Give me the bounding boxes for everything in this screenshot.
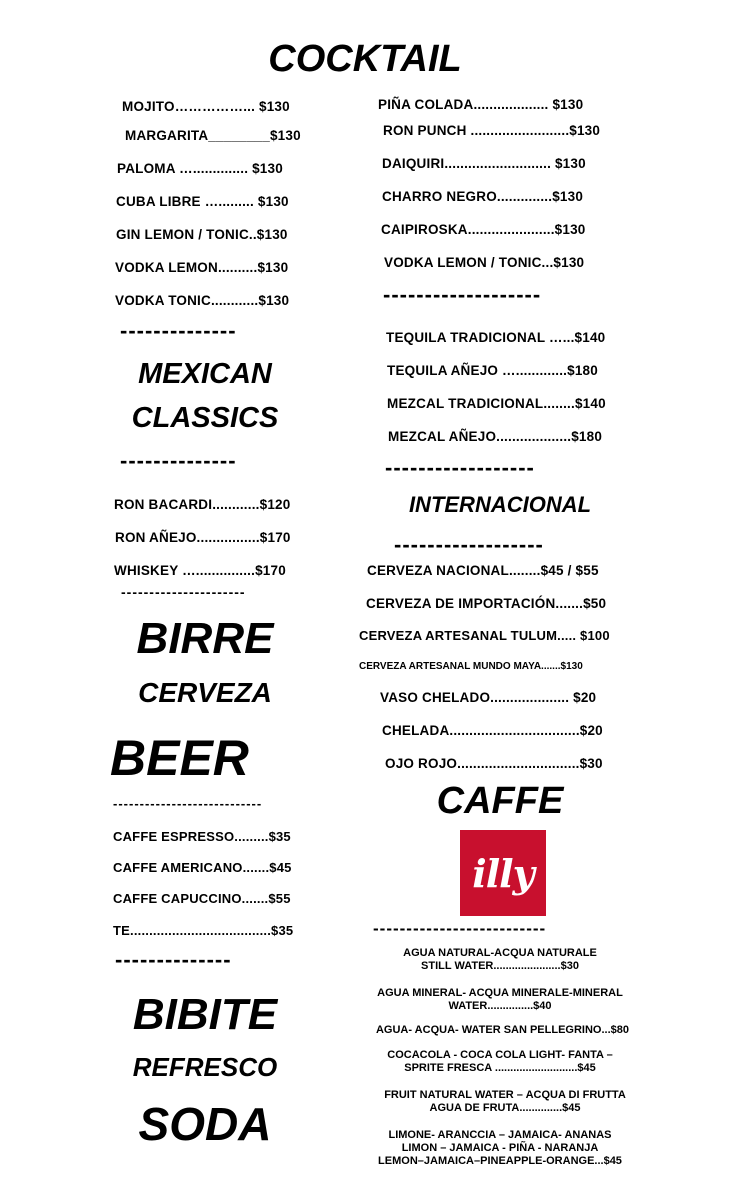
divider: ---------------------------- — [113, 796, 263, 811]
menu-item: CERVEZA ARTESANAL TULUM..... $100 — [359, 628, 610, 643]
caffe-title: CAFFE — [436, 780, 564, 822]
menu-item: MARGARITA________$130 — [125, 128, 301, 143]
divider: -------------- — [120, 448, 237, 473]
menu-item: RON PUNCH .........................$130 — [383, 123, 601, 138]
menu-item: VODKA LEMON / TONIC...$130 — [384, 255, 585, 270]
menu-item: VODKA TONIC............$130 — [115, 293, 290, 308]
menu-item: MEZCAL AÑEJO...................$180 — [388, 429, 603, 444]
menu-item: MEZCAL TRADICIONAL........$140 — [387, 396, 606, 411]
menu-item: DAIQUIRI........................... $130 — [382, 156, 586, 171]
illy-logo: illy — [460, 830, 546, 916]
divider: ------------------- — [383, 282, 542, 307]
refresco-title: REFRESCO — [132, 1052, 278, 1082]
menu-item: CAFFE CAPUCCINO.......$55 — [113, 891, 291, 906]
birre-title: BIRRE — [136, 614, 274, 663]
menu-item: RON AÑEJO................$170 — [115, 530, 291, 545]
menu-item: TE.....................................$35 — [113, 923, 294, 938]
divider: -------------- — [115, 947, 232, 972]
divider: ---------------------- — [121, 584, 246, 600]
menu-item: CAFFE ESPRESSO.........$35 — [113, 829, 291, 844]
menu-item: AGUA MINERAL- ACQUA MINERALE-MINERAL WATER...............$40 — [377, 987, 623, 1012]
menu-item: CUBA LIBRE …......... $130 — [116, 194, 289, 209]
beer-title: BEER — [110, 730, 249, 786]
menu-item: CERVEZA NACIONAL........$45 / $55 — [367, 563, 599, 578]
menu-item: VODKA LEMON..........$130 — [115, 260, 289, 275]
cocktail-title: COCKTAIL — [268, 38, 462, 80]
menu-item: OJO ROJO...............................$30 — [385, 756, 603, 771]
cerveza-title: CERVEZA — [138, 677, 272, 708]
menu-item: TEQUILA AÑEJO ….............$180 — [387, 363, 598, 378]
menu-item: CERVEZA DE IMPORTACIÓN.......$50 — [366, 596, 607, 611]
menu-item: RON BACARDI............$120 — [114, 497, 291, 512]
divider: ------------------ — [394, 532, 544, 557]
menu-item: LIMONE- ARANCCIA – JAMAICA- ANANAS LIMON – JAMAICA - PIÑA - NARANJA LEMON–JAMAICA–PINEAPPLE-ORANGE...$45 — [378, 1129, 622, 1167]
menu-item: CERVEZA ARTESANAL MUNDO MAYA.......$130 — [359, 661, 583, 672]
divider: -------------- — [120, 318, 237, 343]
menu-item: CAIPIROSKA......................$130 — [381, 222, 586, 237]
divider: ------------------ — [385, 455, 535, 480]
menu-item: AGUA NATURAL-ACQUA NATURALE STILL WATER......................$30 — [403, 947, 597, 972]
menu-item: PALOMA ….............. $130 — [117, 161, 283, 176]
soda-title: SODA — [138, 1098, 272, 1150]
menu-item: FRUIT NATURAL WATER – ACQUA DI FRUTTA AGUA DE FRUTA..............$45 — [384, 1089, 626, 1114]
menu-item: CAFFE AMERICANO.......$45 — [113, 860, 292, 875]
menu-item: AGUA- ACQUA- WATER SAN PELLEGRINO...$80 — [375, 1024, 630, 1036]
divider: -------------------------- — [373, 919, 547, 938]
menu-item: VASO CHELADO.................... $20 — [380, 690, 597, 705]
mexican-title: MEXICAN — [138, 358, 272, 390]
menu-item: CHARRO NEGRO..............$130 — [382, 189, 584, 204]
bibite-title: BIBITE — [132, 990, 278, 1039]
menu-item: PIÑA COLADA................... $130 — [378, 97, 584, 112]
internacional-title: INTERNACIONAL — [408, 492, 592, 517]
menu-item: COCACOLA - COCA COLA LIGHT- FANTA – SPRITE FRESCA ...........................$45 — [387, 1049, 613, 1074]
menu-item: GIN LEMON / TONIC..$130 — [116, 227, 288, 242]
menu-item: MOJITO……………... $130 — [122, 99, 290, 114]
menu-item: WHISKEY …...............$170 — [114, 563, 286, 578]
menu-item: TEQUILA TRADICIONAL …...$140 — [386, 330, 606, 345]
classics-title: CLASSICS — [131, 402, 279, 434]
menu-item: CHELADA.................................$20 — [382, 723, 603, 738]
